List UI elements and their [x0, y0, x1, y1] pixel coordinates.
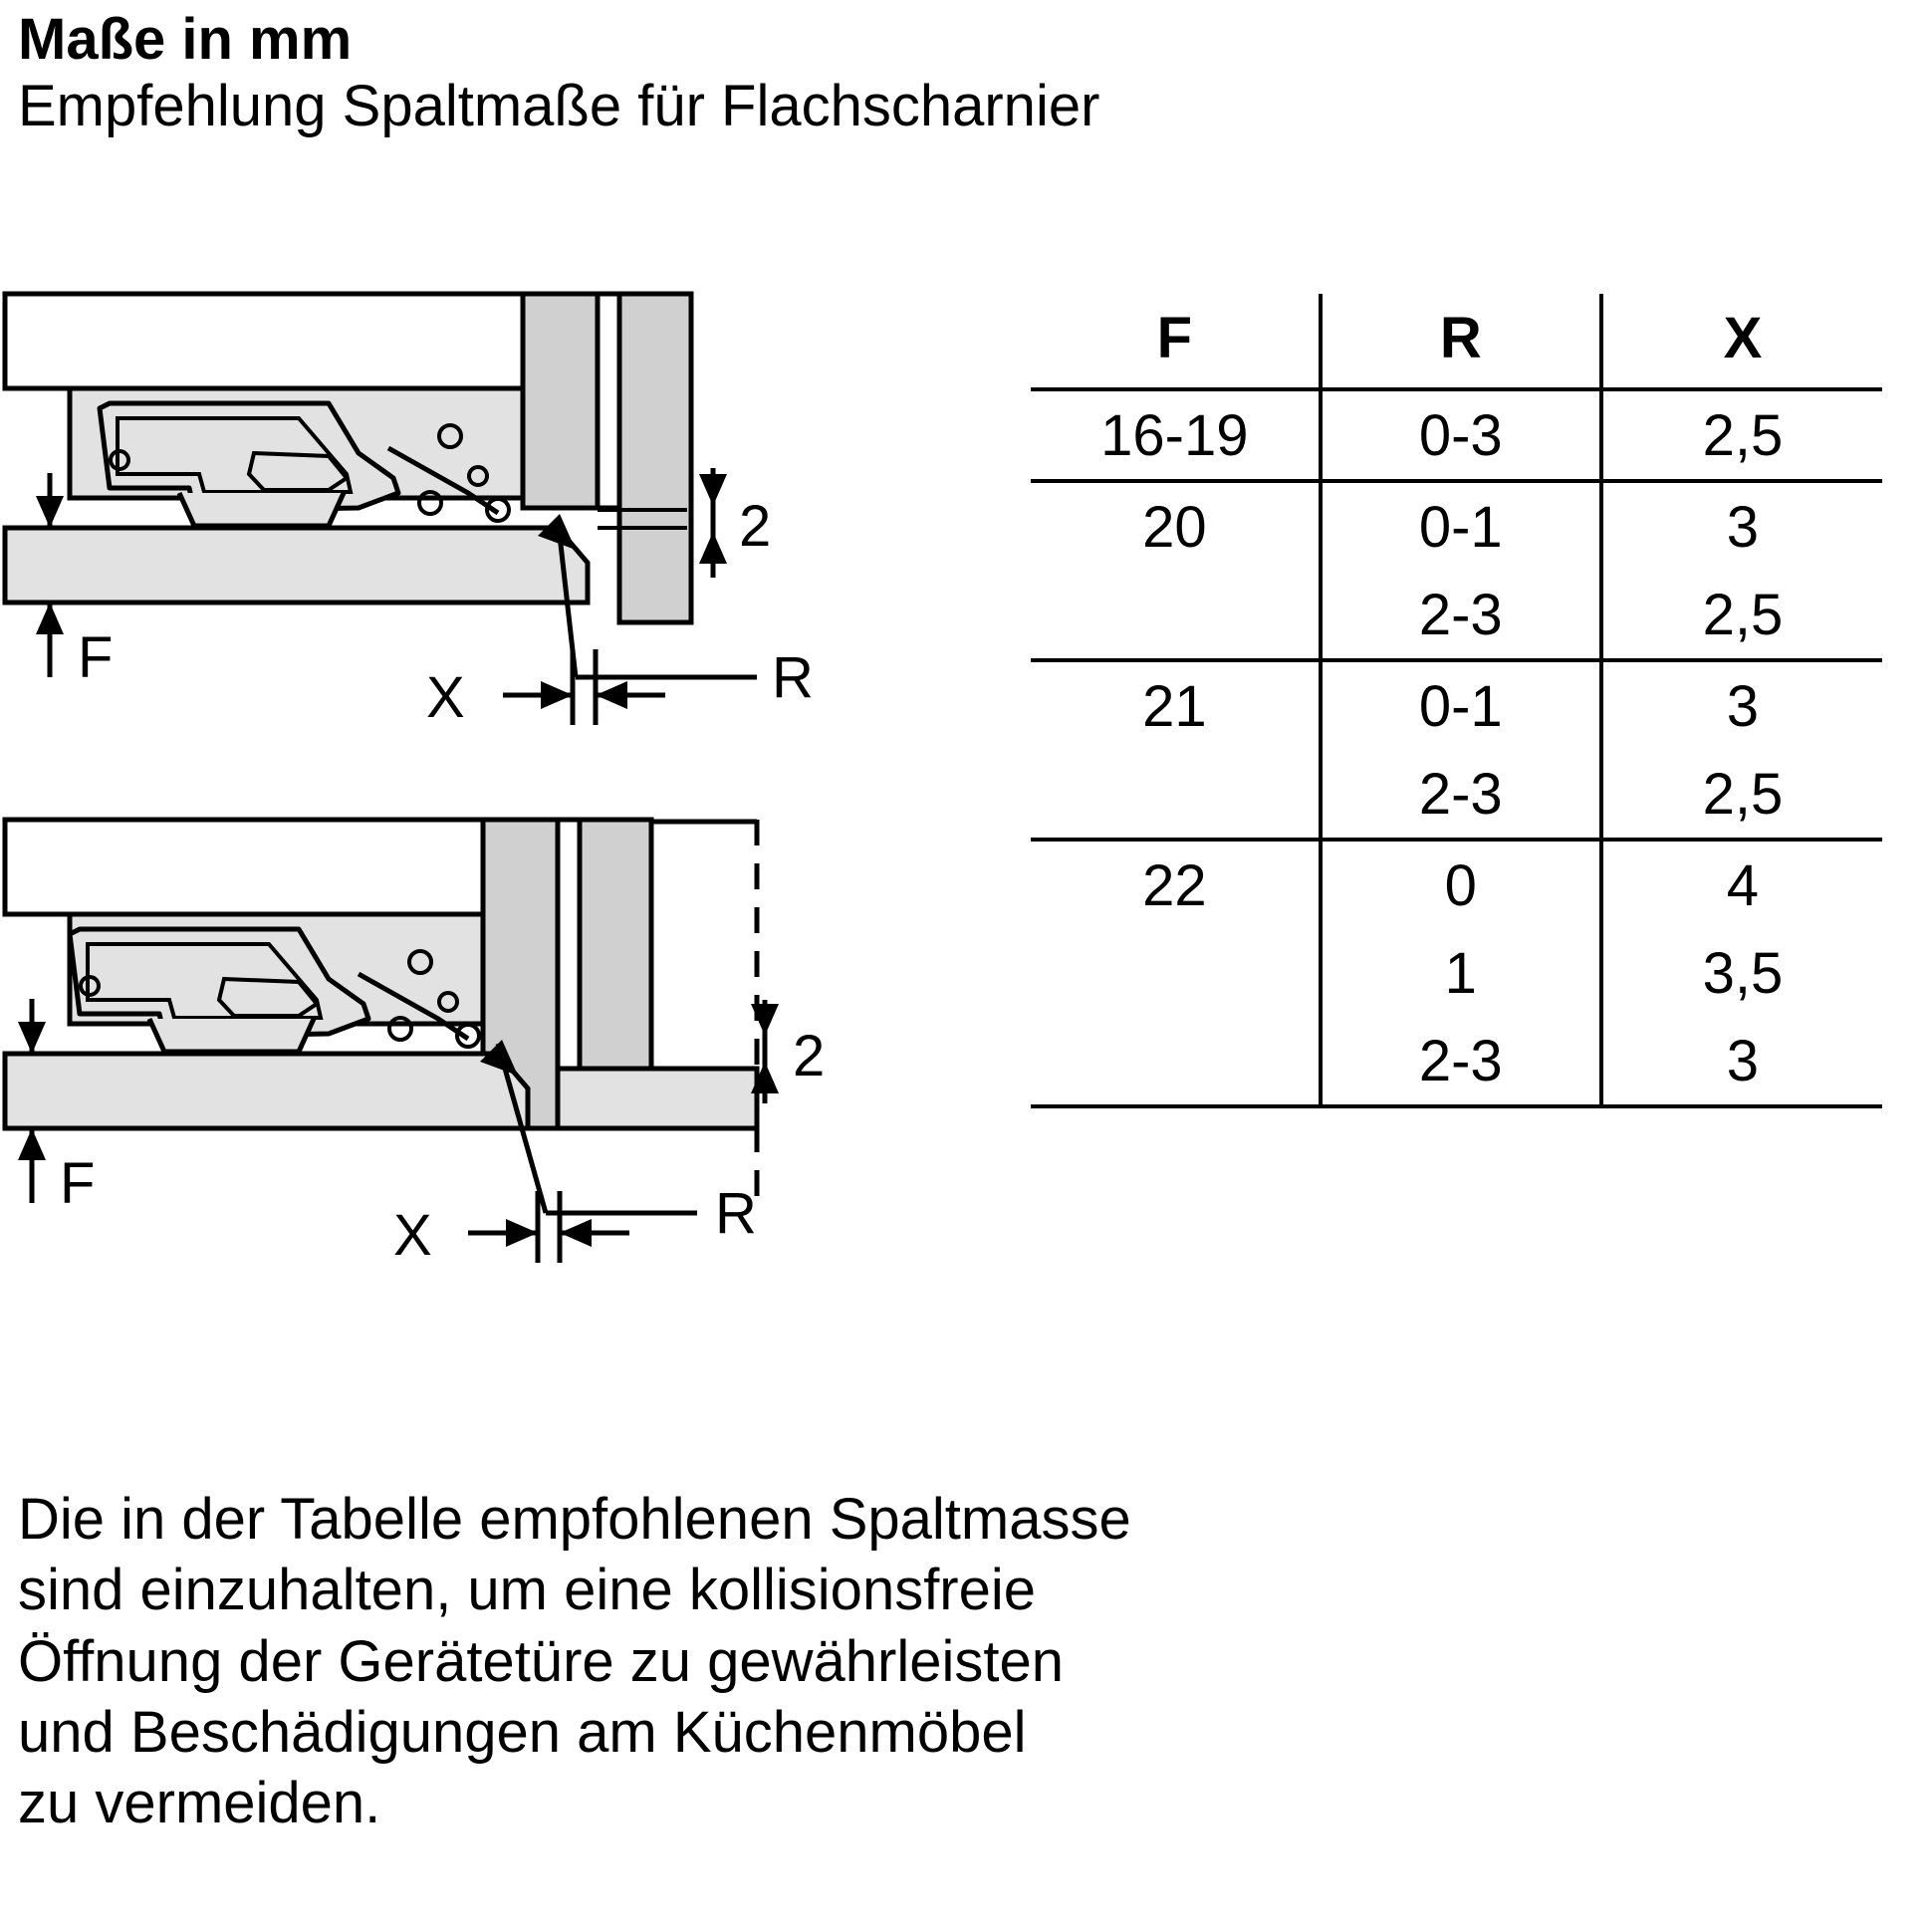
technical-drawings	[0, 279, 996, 1354]
cell-r: 2-3	[1321, 750, 1601, 840]
cell-f	[1031, 571, 1321, 660]
cell-r: 2-3	[1321, 1017, 1601, 1106]
table-row	[1031, 840, 1882, 929]
cell-f: 20	[1142, 494, 1207, 560]
table-row	[1031, 571, 1882, 660]
cell-x: 2,5	[1601, 750, 1882, 840]
note-text	[18, 1484, 1860, 1839]
cell-x: 3	[1601, 1017, 1882, 1106]
label-top-r: R	[772, 645, 814, 710]
cell-f	[1031, 1017, 1321, 1106]
cell-r: 2-3	[1321, 571, 1601, 660]
cell-f: 16-19	[1031, 389, 1321, 481]
table-row	[1031, 929, 1882, 1017]
note-line: Die in der Tabelle empfohlenen Spaltmasse	[18, 1487, 1131, 1552]
diagram-top	[5, 294, 814, 730]
table-row	[1031, 750, 1882, 840]
column-header-x: X	[1601, 294, 1882, 389]
label-bottom-gap: 2	[793, 1024, 826, 1088]
diagram-bottom	[5, 820, 825, 1268]
note-line: sind einzuhalten, um eine kollisionsfreie	[18, 1558, 1037, 1623]
column-header-f: F	[1031, 294, 1321, 389]
cell-f: 21	[1142, 673, 1207, 739]
cell-x: 2,5	[1601, 571, 1882, 660]
label-bottom-f: F	[60, 1151, 96, 1216]
cell-x: 4	[1601, 840, 1882, 929]
cell-f	[1031, 929, 1321, 1017]
column-header-r: R	[1321, 294, 1601, 389]
title-recommendation: Empfehlung Spaltmaße für Flachscharnier	[18, 74, 1100, 139]
cell-r: 0-1	[1321, 481, 1601, 571]
table-row	[1031, 1017, 1882, 1106]
table-row	[1031, 660, 1882, 750]
cell-x: 3,5	[1601, 929, 1882, 1017]
label-bottom-r: R	[715, 1181, 757, 1246]
cell-x: 2,5	[1601, 389, 1882, 481]
label-bottom-x: X	[393, 1203, 432, 1268]
cell-r: 0	[1321, 840, 1601, 929]
note-line: zu vermeiden.	[18, 1771, 381, 1836]
label-top-x: X	[426, 665, 465, 730]
cell-r: 1	[1321, 929, 1601, 1017]
table-header-row	[1031, 294, 1882, 389]
clearance-table	[1031, 294, 1882, 1108]
cell-x: 3	[1601, 481, 1882, 571]
table-row	[1031, 481, 1882, 571]
cell-r: 0-3	[1321, 389, 1601, 481]
table-row	[1031, 389, 1882, 481]
cell-r: 0-1	[1321, 660, 1601, 750]
title-units: Maße in mm	[18, 7, 353, 72]
note-line: Öffnung der Gerätetüre zu gewährleisten	[18, 1628, 1065, 1694]
page-title	[18, 6, 1313, 140]
note-line: und Beschädigungen am Küchenmöbel	[18, 1699, 1027, 1765]
cell-x: 3	[1601, 660, 1882, 750]
cell-f	[1031, 750, 1321, 840]
cell-f: 22	[1142, 852, 1207, 918]
label-top-gap: 2	[739, 494, 772, 559]
label-top-f: F	[78, 625, 114, 690]
